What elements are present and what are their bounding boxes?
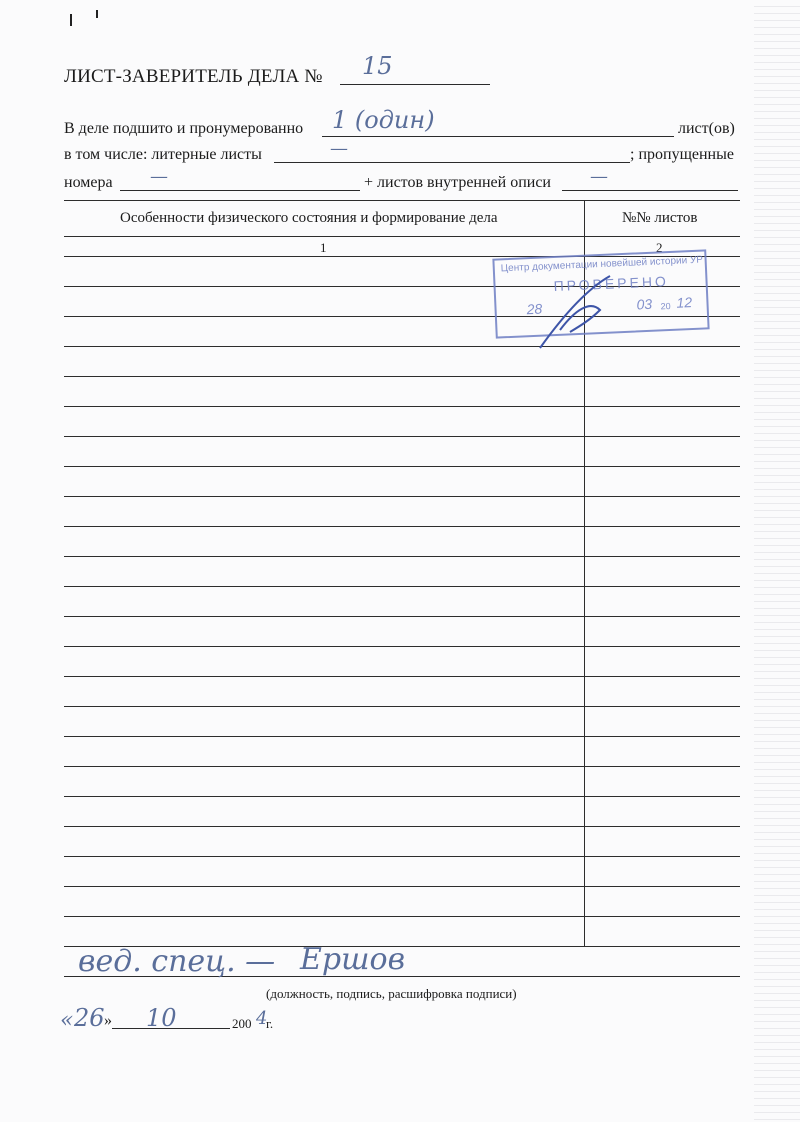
inventory-sheets-handwritten: —: [590, 166, 608, 187]
table-row-line: [64, 736, 740, 737]
table-row-line: [64, 556, 740, 557]
stamp-year-prefix: 20: [660, 300, 671, 312]
table-row-line: [64, 676, 740, 677]
table-header-border: [64, 236, 740, 237]
intro-line2-label: в том числе: литерные листы: [64, 146, 262, 163]
table-row-line: [64, 436, 740, 437]
stamp-year: 12: [676, 294, 693, 311]
table-row-line: [64, 376, 740, 377]
scan-edge-shadow: [754, 0, 800, 1122]
table-row-line: [64, 496, 740, 497]
table-row-line: [64, 706, 740, 707]
table-row-line: [64, 646, 740, 647]
position-handwritten: вед. спец. —: [78, 944, 276, 979]
stamp-signature-scribble: [530, 270, 620, 354]
table-row-line: [64, 886, 740, 887]
case-number-line: [340, 84, 490, 85]
table-row-line: [64, 766, 740, 767]
table-col1-header: Особенности физического состояния и формирование дела: [120, 210, 498, 226]
date-open-quote: «: [60, 1008, 74, 1033]
table-row-line: [64, 466, 740, 467]
stamp-word: ПРОВЕРЕНО: [553, 273, 670, 295]
case-number-handwritten: 15: [362, 52, 393, 80]
intro-line1-suffix: лист(ов): [678, 120, 735, 137]
scan-mark: [70, 14, 72, 26]
table-row-line: [64, 856, 740, 857]
signature-handwritten: Ершов: [300, 942, 406, 977]
intro-line1-underline: [322, 136, 674, 137]
scan-mark: [96, 10, 98, 18]
date-year-suffix: 4: [256, 1008, 268, 1029]
stamp-day: 28: [526, 300, 543, 318]
intro-line3-underline2: [562, 190, 738, 191]
table-col2-header: №№ листов: [622, 210, 698, 226]
stamp-month: 03: [636, 295, 653, 313]
intro-line3-label: номера: [64, 174, 113, 191]
table-row-line: [64, 406, 740, 407]
table-col1-number: 1: [320, 240, 327, 255]
date-year-prefix: 200: [232, 1016, 252, 1031]
intro-line1-label: В деле подшито и пронумерованно: [64, 120, 304, 137]
missing-numbers-handwritten: —: [150, 166, 168, 187]
table-row-line: [64, 616, 740, 617]
signature-caption: (должность, подпись, расшифровка подписи): [266, 986, 517, 1001]
stamp-org: Центр документации новейшей истории УР: [500, 254, 704, 275]
table-row-line: [64, 586, 740, 587]
sheet-count-handwritten: 1 (один): [332, 106, 435, 134]
table-top-border: [64, 200, 740, 201]
page-title: ЛИСТ-ЗАВЕРИТЕЛЬ ДЕЛА №: [64, 66, 323, 87]
table-row-line: [64, 526, 740, 527]
table-row-line: [64, 826, 740, 827]
table-col2-number: 2: [656, 240, 663, 255]
table-row-line: [64, 346, 740, 347]
table-row-line: [64, 796, 740, 797]
date-day: 26: [74, 1004, 105, 1032]
intro-line3-middle: + листов внутренней описи: [364, 174, 551, 191]
intro-line2-underline: [274, 162, 630, 163]
intro-line2-suffix: ; пропущенные: [630, 146, 734, 163]
letter-sheets-handwritten: —: [330, 138, 348, 159]
date-g: г.: [266, 1016, 274, 1031]
table-row-line: [64, 916, 740, 917]
date-month: 10: [146, 1004, 177, 1032]
date-close-quote: »: [104, 1012, 112, 1029]
intro-line3-underline: [120, 190, 360, 191]
